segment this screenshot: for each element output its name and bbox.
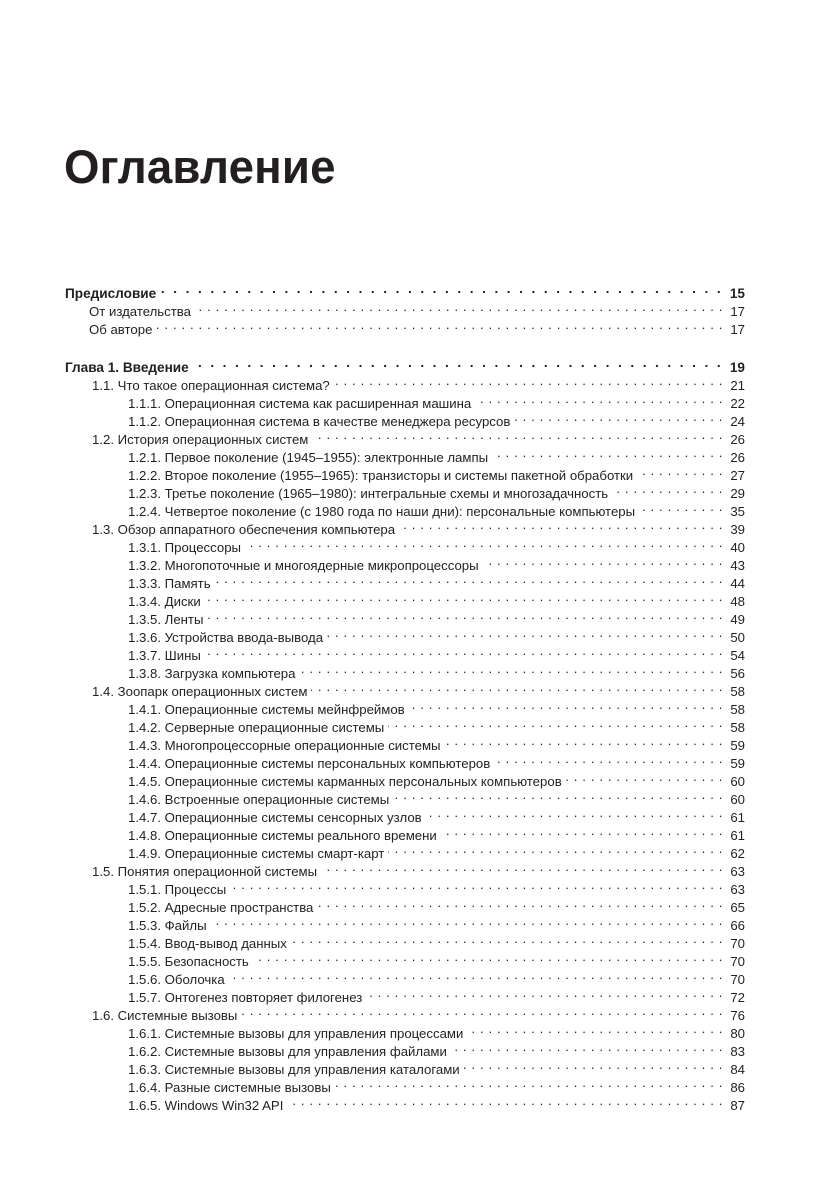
dot-leader <box>156 316 723 334</box>
toc-entry-page: 72 <box>730 990 745 1005</box>
toc-entry-page: 17 <box>730 322 745 337</box>
toc-entry-label: 1.3.2. Многопоточные и многоядерные микропроцессоры <box>128 558 479 573</box>
dot-leader <box>393 786 723 804</box>
toc-entry-page: 48 <box>730 594 745 609</box>
toc-entry-page: 39 <box>730 522 745 537</box>
toc-entry-label: 1.3.7. Шины <box>128 648 201 663</box>
dot-leader <box>321 858 723 876</box>
toc-entry-page: 29 <box>730 486 745 501</box>
toc-entry-label: Об авторе <box>89 322 153 337</box>
dot-leader <box>229 966 723 984</box>
toc-entry-label: 1.6.1. Системные вызовы для управления процессами <box>128 1026 464 1041</box>
dot-leader <box>451 1038 723 1056</box>
toc-entry-label: 1.6.4. Разные системные вызовы <box>128 1080 331 1095</box>
toc-entry-page: 24 <box>730 414 745 429</box>
toc-entry-page: 26 <box>730 450 745 465</box>
dot-leader <box>160 280 723 298</box>
toc-entry-page: 59 <box>730 756 745 771</box>
dot-leader <box>291 930 723 948</box>
toc-entry-page: 70 <box>730 954 745 969</box>
toc-entry-label: 1.2.4. Четвертое поколение (с 1980 года по наши дни): персональные компьютеры <box>128 504 636 519</box>
toc-entry-label: 1.2.3. Третье поколение (1965–1980): интегральные схемы и многозадачность <box>128 486 609 501</box>
toc-entry-page: 60 <box>730 774 745 789</box>
toc-entry-label: 1.2. История операционных систем <box>92 432 309 447</box>
dot-leader <box>335 1074 723 1092</box>
toc-entry-page: 35 <box>730 504 745 519</box>
toc-entry-label: 1.5.6. Оболочка <box>128 972 225 987</box>
page-title: Оглавление <box>64 140 336 194</box>
toc-entry-label: 1.3.1. Процессоры <box>128 540 242 555</box>
toc-entry-page: 65 <box>730 900 745 915</box>
dot-leader <box>467 1020 723 1038</box>
dot-leader <box>492 444 723 462</box>
toc-entry-page: 59 <box>730 738 745 753</box>
toc-entry-page: 84 <box>730 1062 745 1077</box>
toc-entry-label: 1.4.5. Операционные системы карманных персональных компьютеров <box>128 774 562 789</box>
toc-entry-page: 62 <box>730 846 745 861</box>
dot-leader <box>494 750 723 768</box>
toc-entry-label: 1.6.3. Системные вызовы для управления каталогами <box>128 1062 460 1077</box>
dot-leader <box>388 840 723 858</box>
toc-entry-page: 50 <box>730 630 745 645</box>
dot-leader <box>445 732 723 750</box>
toc-entry-label: 1.2.2. Второе поколение (1955–1965): транзисторы и системы пакетной обработки <box>128 468 634 483</box>
toc-entry-label: 1.3.5. Ленты <box>128 612 204 627</box>
toc-entry-publisher[interactable] <box>65 298 745 319</box>
toc-entry-label: 1.2.1. Первое поколение (1945–1955): электронные лампы <box>128 450 489 465</box>
dot-leader <box>426 804 723 822</box>
toc-entry-page: 44 <box>730 576 745 591</box>
toc-entry-label: От издательства <box>89 304 192 319</box>
toc-entry-label: 1.4.7. Операционные системы сенсорных узлов <box>128 810 422 825</box>
toc-entry-label: 1.3.4. Диски <box>128 594 201 609</box>
chapter-1-entries <box>65 372 745 1113</box>
toc-entry-label: 1.4.4. Операционные системы персональных компьютеров <box>128 756 491 771</box>
dot-leader <box>207 606 723 624</box>
dot-leader <box>612 480 723 498</box>
dot-leader <box>245 534 723 552</box>
dot-leader <box>312 426 723 444</box>
dot-leader <box>388 714 723 732</box>
toc-entry-chapter-1[interactable] <box>65 354 745 375</box>
toc-entry-label: 1.4.3. Многопроцессорные операционные системы <box>128 738 441 753</box>
table-of-contents <box>65 280 745 1113</box>
toc-entry-page: 76 <box>730 1008 745 1023</box>
toc-entry-page: 27 <box>730 468 745 483</box>
toc-entry-label: 1.4. Зоопарк операционных систем <box>92 684 308 699</box>
toc-entry-page: 86 <box>730 1080 745 1095</box>
toc-entry-page: 58 <box>730 684 745 699</box>
toc-entry-page: 19 <box>729 360 745 375</box>
toc-entry-page: 56 <box>730 666 745 681</box>
toc-entry-page: 60 <box>730 792 745 807</box>
toc-entry-label: 1.5.7. Онтогенез повторяет филогенез <box>128 990 363 1005</box>
toc-entry-label: 1.6.5. Windows Win32 API <box>128 1098 284 1113</box>
toc-entry-page: 66 <box>730 918 745 933</box>
dot-leader <box>441 822 723 840</box>
dot-leader <box>193 354 723 372</box>
toc-entry-page: 49 <box>730 612 745 627</box>
toc-entry-label: 1.1.1. Операционная система как расширенная машина <box>128 396 472 411</box>
section-gap <box>65 334 745 354</box>
toc-entry-label: 1.4.6. Встроенные операционные системы <box>128 792 390 807</box>
dot-leader <box>514 408 723 426</box>
toc-entry-page: 58 <box>730 720 745 735</box>
toc-entry-page: 70 <box>730 972 745 987</box>
dot-leader <box>327 624 723 642</box>
toc-entry-label: 1.5.3. Файлы <box>128 918 207 933</box>
toc-entry-label: 1.5.4. Ввод-вывод данных <box>128 936 287 951</box>
dot-leader <box>205 588 723 606</box>
toc-entry-page: 87 <box>730 1098 745 1113</box>
dot-leader <box>253 948 723 966</box>
dot-leader <box>399 516 723 534</box>
dot-leader <box>215 570 723 588</box>
dot-leader <box>464 1056 723 1074</box>
toc-entry-page: 40 <box>730 540 745 555</box>
toc-entry-page: 54 <box>730 648 745 663</box>
dot-leader <box>366 984 723 1002</box>
toc-entry-label: 1.4.8. Операционные системы реального времени <box>128 828 437 843</box>
dot-leader <box>409 696 723 714</box>
toc-entry-page: 83 <box>730 1044 745 1059</box>
dot-leader <box>483 552 723 570</box>
toc-entry-label: 1.4.9. Операционные системы смарт-карт <box>128 846 385 861</box>
dot-leader <box>637 462 723 480</box>
dot-leader <box>639 498 723 516</box>
toc-entry-label: 1.1. Что такое операционная система? <box>92 378 330 393</box>
toc-entry-page: 26 <box>730 432 745 447</box>
dot-leader <box>566 768 723 786</box>
dot-leader <box>311 678 723 696</box>
toc-entry-label: Глава 1. Введение <box>65 360 189 375</box>
dot-leader <box>211 912 723 930</box>
dot-leader <box>241 1002 723 1020</box>
toc-entry-page: 21 <box>730 378 745 393</box>
toc-entry-page: 58 <box>730 702 745 717</box>
toc-entry-page: 63 <box>730 882 745 897</box>
toc-entry-page: 17 <box>730 304 745 319</box>
toc-entry-label: 1.3.6. Устройства ввода-вывода <box>128 630 324 645</box>
toc-entry-page: 15 <box>729 286 745 301</box>
toc-entry-label: 1.6. Системные вызовы <box>92 1008 238 1023</box>
dot-leader <box>205 642 723 660</box>
dot-leader <box>195 298 723 316</box>
toc-entry-author[interactable] <box>65 316 745 337</box>
dot-leader <box>287 1092 723 1110</box>
toc-entry-label: Предисловие <box>65 286 157 301</box>
toc-entry-page: 43 <box>730 558 745 573</box>
dot-leader <box>475 390 723 408</box>
dot-leader <box>334 372 723 390</box>
toc-entry-label: 1.4.2. Серверные операционные системы <box>128 720 385 735</box>
dot-leader <box>317 894 723 912</box>
toc-entry-page: 63 <box>730 864 745 879</box>
toc-entry-page: 61 <box>730 810 745 825</box>
toc-entry-label: 1.3.3. Память <box>128 576 211 591</box>
toc-entry-page: 80 <box>730 1026 745 1041</box>
toc-entry-label: 1.1.2. Операционная система в качестве менеджера ресурсов <box>128 414 511 429</box>
toc-entry-label: 1.3.8. Загрузка компьютера <box>128 666 296 681</box>
toc-entry-label: 1.6.2. Системные вызовы для управления файлами <box>128 1044 447 1059</box>
toc-entry-label: 1.5. Понятия операционной системы <box>92 864 318 879</box>
toc-entry-label: 1.3. Обзор аппаратного обеспечения компьютера <box>92 522 396 537</box>
toc-entry-label: 1.5.5. Безопасность <box>128 954 249 969</box>
toc-entry-page: 22 <box>730 396 745 411</box>
toc-entry-label: 1.4.1. Операционные системы мейнфреймов <box>128 702 405 717</box>
toc-entry-label: 1.5.1. Процессы <box>128 882 227 897</box>
toc-entry-page: 70 <box>730 936 745 951</box>
toc-entry-label: 1.5.2. Адресные пространства <box>128 900 314 915</box>
dot-leader <box>299 660 723 678</box>
toc-entry-preface[interactable] <box>65 280 745 301</box>
toc-entry-page: 61 <box>730 828 745 843</box>
dot-leader <box>230 876 723 894</box>
